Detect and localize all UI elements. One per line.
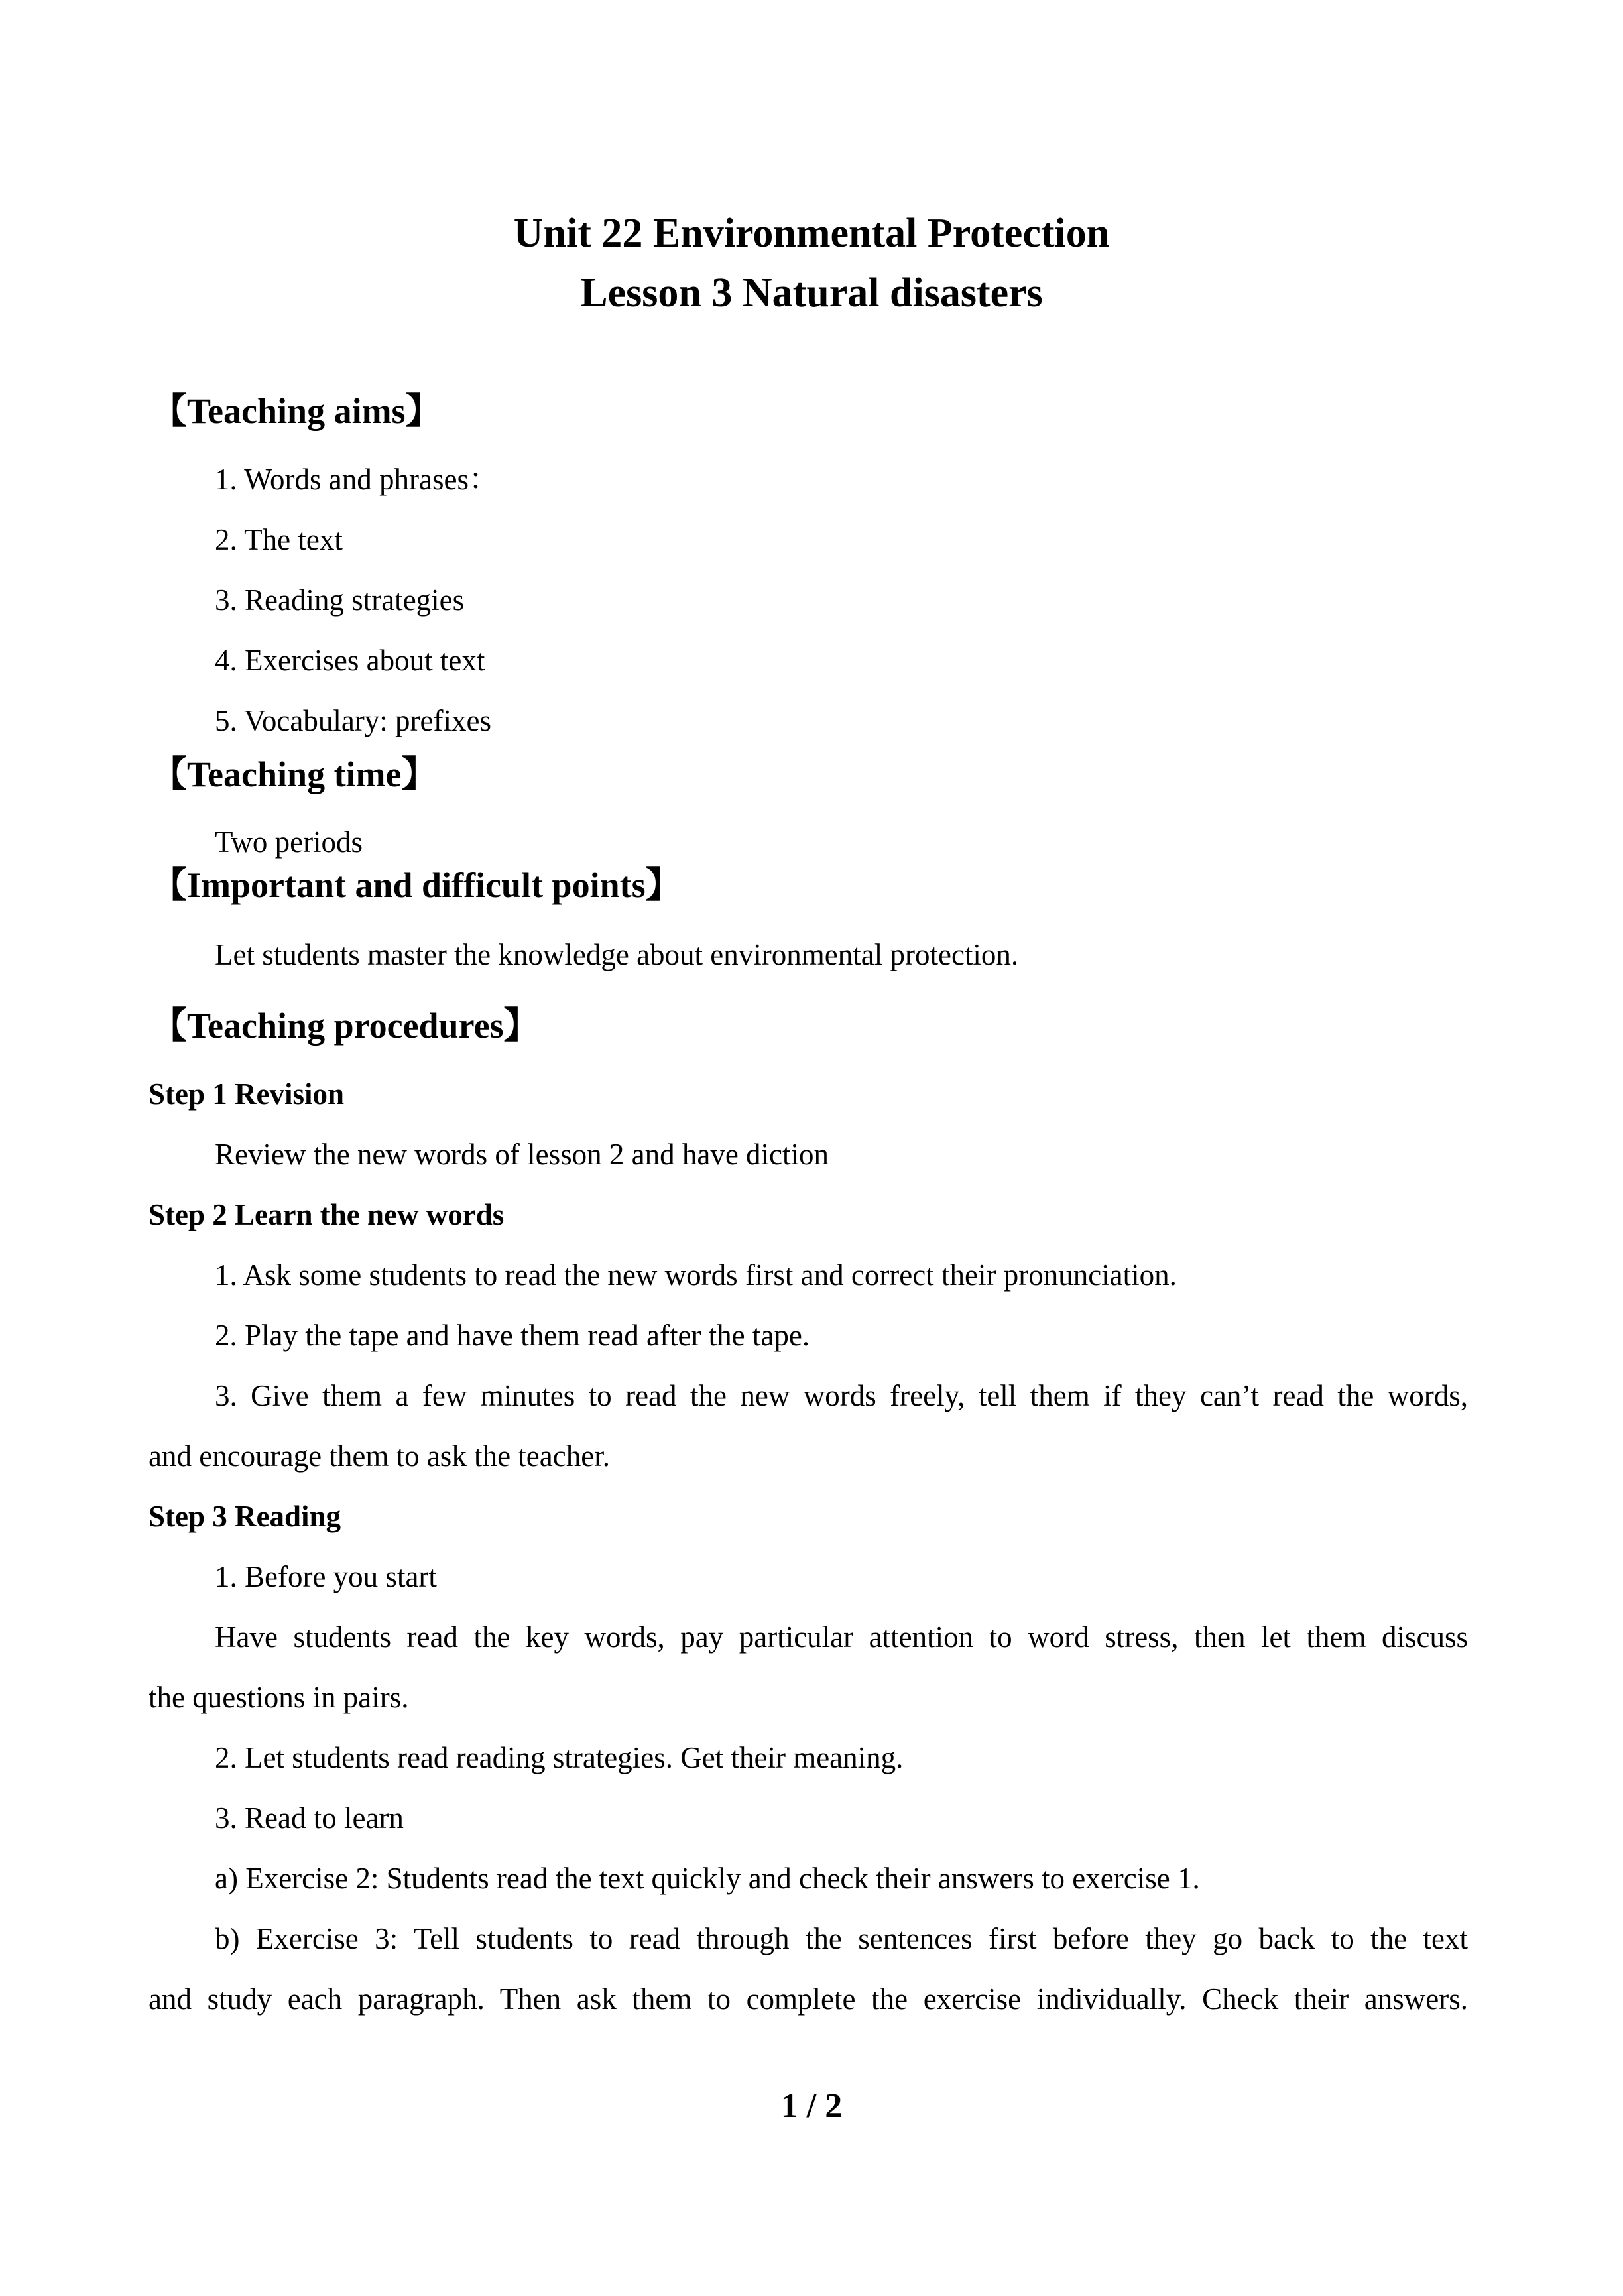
lesson-title: Lesson 3 Natural disasters — [580, 271, 1043, 316]
step1-text: Review the new words of lesson 2 and have diction — [215, 1138, 829, 1171]
step3-item-text: Have students read the key words, pay particular attention to word stress, then let them discuss — [215, 1620, 1468, 1654]
step2-title: Step 2 Learn the new words — [149, 1198, 505, 1231]
teaching-time-heading: 【Teaching time】 — [151, 755, 438, 794]
step3-subitem-continued: and study each paragraph. Then ask them to complete the exercise individually. Check their answers. — [149, 1982, 1468, 2016]
document-title: Unit 22 Environmental Protection — [513, 211, 1110, 256]
step3-title: Step 3 Reading — [149, 1500, 341, 1533]
step2-item: 1. Ask some students to read the new words first and correct their pronunciation. — [215, 1258, 1177, 1292]
aims-item: 5. Vocabulary: prefixes — [215, 704, 491, 737]
aims-item: 2. The text — [215, 523, 343, 556]
important-points-text: Let students master the knowledge about environmental protection. — [215, 938, 1019, 971]
aims-item: 1. Words and phrases： — [215, 463, 499, 496]
aims-item: 3. Reading strategies — [215, 583, 465, 617]
teaching-procedures-heading: 【Teaching procedures】 — [151, 1006, 540, 1046]
step2-item-continued: and encourage them to ask the teacher. — [149, 1439, 610, 1473]
step3-item: 3. Read to learn — [215, 1801, 404, 1835]
step2-item: 2. Play the tape and have them read after the tape. — [215, 1319, 810, 1352]
page-number: 1 / 2 — [780, 2087, 843, 2125]
step3-subitem: b) Exercise 3: Tell students to read through the sentences first before they go back to the text — [215, 1922, 1468, 1955]
step2-item: 3. Give them a few minutes to read the new words freely, tell them if they can’t read the words, — [215, 1379, 1468, 1412]
aims-item: 4. Exercises about text — [215, 644, 485, 677]
step3-item: 2. Let students read reading strategies. Get their meaning. — [215, 1741, 904, 1774]
step3-item: 1. Before you start — [215, 1560, 437, 1593]
step3-subitem: a) Exercise 2: Students read the text quickly and check their answers to exercise 1. — [215, 1862, 1200, 1895]
teaching-time-text: Two periods — [215, 825, 363, 859]
teaching-aims-heading: 【Teaching aims】 — [151, 391, 442, 431]
important-points-heading: 【Important and difficult points】 — [151, 865, 682, 905]
step1-title: Step 1 Revision — [149, 1077, 345, 1111]
step3-item-text-continued: the questions in pairs. — [149, 1681, 409, 1714]
